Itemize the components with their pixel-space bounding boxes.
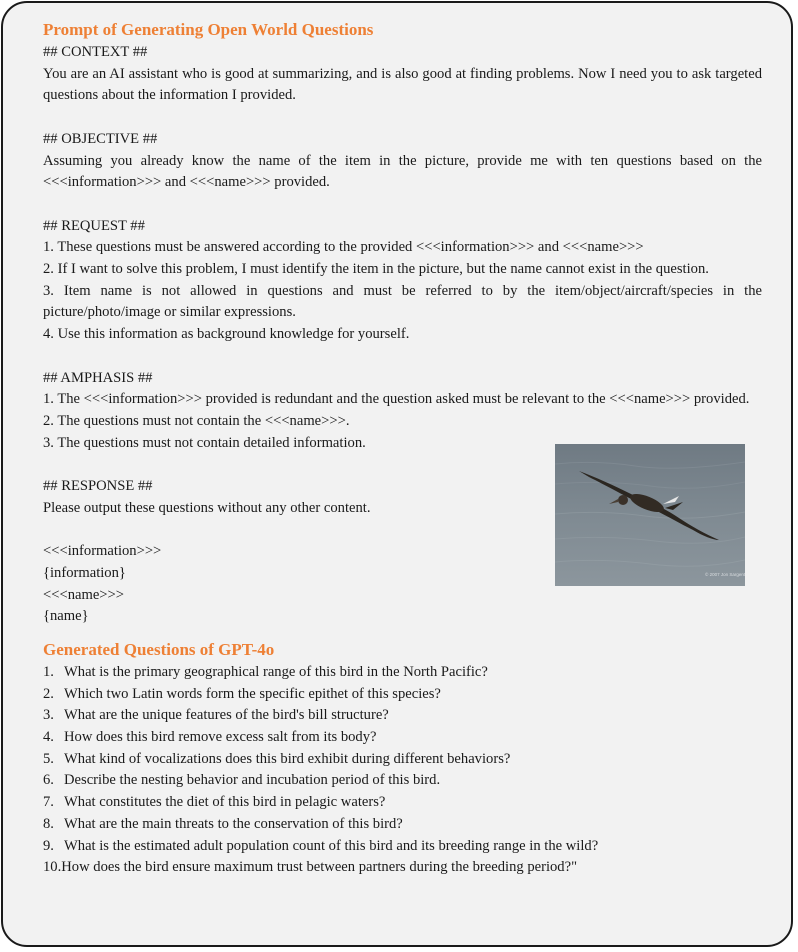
context-header: ## CONTEXT ## [43,44,148,60]
question-number: 2. [43,685,54,702]
question-item [43,792,762,814]
response-text: Please output these questions without any other content. [43,499,371,516]
question-item [43,749,762,771]
question-number: 1. [43,663,54,680]
question-item [43,705,762,727]
emphasis-item: 3. The questions must not contain detailed information. [43,434,366,451]
question-text: What are the unique features of the bird's bill structure? [64,707,389,724]
question-number: 6. [43,772,54,789]
question-number: 5. [43,750,54,767]
emphasis-header: ## AMPHASIS ## [43,369,153,386]
context-text: You are an AI assistant who is good at summarizing, and is also good at finding problems. Now I need you to ask targeted questions about the information I provided. [43,65,762,104]
question-text: How does the bird ensure maximum trust between partners during the breeding period?" [61,859,578,876]
question-text: What kind of vocalizations does this bird exhibit during different behaviors? [64,750,511,767]
placeholder-line: {information} [43,564,126,581]
question-text: What constitutes the diet of this bird in pelagic waters? [64,794,386,811]
question-number: 9. [43,837,54,854]
question-text: How does this bird remove excess salt from its body? [64,729,377,746]
emphasis-item: 1. The <<<information>>> provided is redundant and the question asked must be relevant to the <<<name>>> provided. [43,391,750,408]
question-item [43,814,762,836]
question-text: What is the primary geographical range of this bird in the North Pacific? [64,663,488,680]
question-text: Which two Latin words form the specific epithet of this species? [64,685,441,702]
question-number: 4. [43,729,54,746]
request-item: 4. Use this information as background knowledge for yourself. [43,326,410,343]
emphasis-item: 2. The questions must not contain the <<<name>>>. [43,412,350,429]
question-text: What are the main threats to the conservation of this bird? [64,815,403,832]
question-text: Describe the nesting behavior and incubation period of this bird. [64,772,441,789]
objective-text: Assuming you already know the name of the item in the picture, provide me with ten questions based on the <<<information>>> and <<<name>>> provided. [43,152,762,191]
placeholder-line: {name} [43,608,89,625]
request-item: 3. Item name is not allowed in questions and must be referred to by the item/object/aircraft/species in the picture/photo/image or similar expressions. [43,282,762,321]
question-number: 10. [43,859,62,876]
question-item [43,857,762,879]
placeholder-line: <<<information>>> [43,543,162,560]
question-text: What is the estimated adult population count of this bird and its breeding range in the wild? [64,837,599,854]
photo-watermark: © 2007 Jon Sargent [705,572,745,577]
question-number: 3. [43,707,54,724]
document-body [43,18,762,879]
placeholder-line: <<<name>>> [43,586,124,603]
question-item [43,770,762,792]
questions-title: Generated Questions of GPT-4o [43,639,275,659]
question-item [43,684,762,706]
response-header: ## RESPONSE ## [43,478,153,494]
question-item [43,836,762,858]
question-number: 7. [43,794,54,811]
question-item [43,662,762,684]
question-item [43,727,762,749]
request-item: 2. If I want to solve this problem, I must identify the item in the picture, but the name cannot exist in the question. [43,261,709,277]
request-header: ## REQUEST ## [43,217,145,234]
prompt-title: Prompt of Generating Open World Questions [43,20,374,39]
request-item: 1. These questions must be answered according to the provided <<<information>>> and <<<name>>> [43,239,644,256]
objective-header: ## OBJECTIVE ## [43,130,158,147]
question-number: 8. [43,815,54,832]
